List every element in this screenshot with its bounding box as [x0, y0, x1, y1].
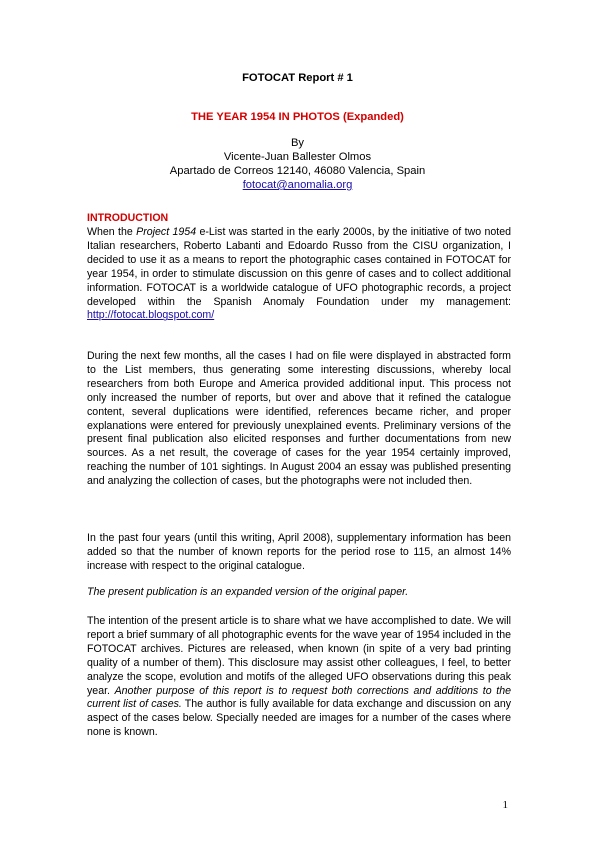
- author-name: Vicente-Juan Ballester Olmos: [223, 151, 372, 163]
- introduction-heading: INTRODUCTION: [87, 212, 169, 224]
- fotocat-blog-link[interactable]: http://fotocat.blogspot.com/: [87, 309, 215, 322]
- author-address: Apartado de Correos 12140, 46080 Valencia, Spain: [169, 165, 426, 177]
- page-number: 1: [502, 799, 508, 811]
- by-line: By: [290, 137, 305, 149]
- project-1954-italic: Project 1954: [136, 226, 197, 238]
- paragraph-2: During the next few months, all the cases I had on file were displayed in abstracted form to the List members, thus generating some interesting discussions, whereby local researchers from both Europe and America provided additional input. This process not only increased the number of reports, but over and above that it refined the catalogue content, several duplications were identified, references became richer, and proper explanations were entered for previously unexplained events. Preliminary versions of the present final publication also elicited responses and further documentations from new sources. As a net result, the coverage of cases for the year 1954 certainly improved, reaching the number of 101 sightings. In August 2004 an essay was published presenting and analyzing the collection of cases, but the photographs were not included then.: [87, 350, 511, 488]
- paragraph-4: The present publication is an expanded version of the original paper.: [87, 586, 409, 598]
- paragraph-1: When the Project 1954 e-List was started in the early 2000s, by the initiative of two noted Italian researchers, Roberto Labanti and Edoardo Russo from the CISU organization, I decided to use it as a means to report the photographic cases contained in FOTOCAT for year 1954, in order to stimulate discussion on this genre of cases and to collect additional information. FOTOCAT is a worldwide catalogue of UFO photographic records, a project developed within the Spanish Anomaly Foundation under my management: http://fotocat.blogspot.com/: [87, 226, 512, 322]
- paragraph-3: In the past four years (until this writing, April 2008), supplementary information has been added so that the number of known reports for the period rose to 115, an almost 14% increase with respect to the original catalogue.: [87, 532, 511, 572]
- main-title: THE YEAR 1954 IN PHOTOS (Expanded): [191, 111, 404, 123]
- author-email-link[interactable]: fotocat@anomalia.org: [242, 179, 353, 191]
- request-corrections-italic: Another purpose of this report is to request both corrections and additions to the current list of cases.: [87, 684, 511, 711]
- report-title: FOTOCAT Report # 1: [242, 72, 353, 84]
- paragraph-5: The intention of the present article is to share what we have accomplished to date. We will report a brief summary of all photographic events for the wave year of 1954 included in the FOTOCAT archives. Pictures are released, when known (in spite of a very bad printing quality of a number of them). This disclosure may assist other colleagues, I feel, to better analyze the scope, evolution and motifs of the alleged UFO observations during this peak year. Another purpose of this report is to request both corrections and additions to the current list of cases. The author is fully available for data exchange and discussion on any aspect of the cases below. Specially needed are images for a number of the cases where none is known.: [87, 615, 512, 739]
